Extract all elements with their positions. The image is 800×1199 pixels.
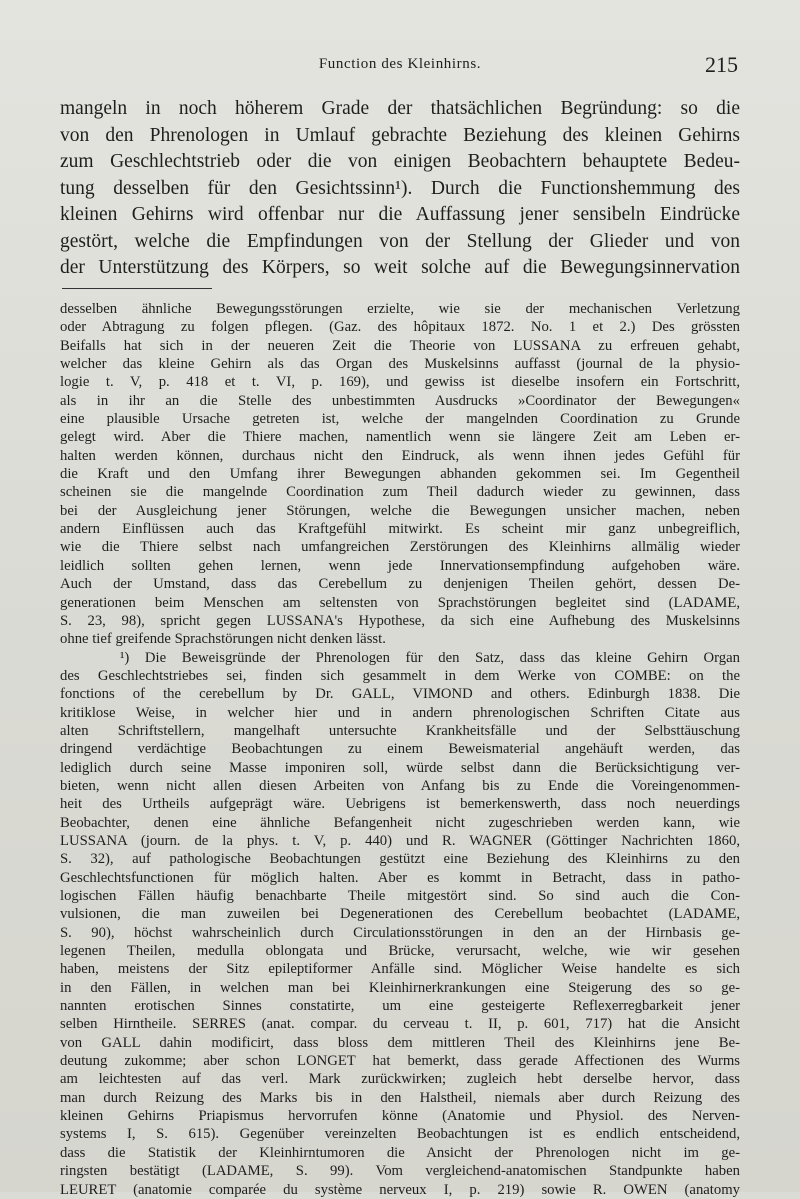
main-text-line: der Unterstützung des Körpers, so weit solche auf die Bewegungsinnervation <box>60 257 740 278</box>
footnote-line: halten werden können, durchaus nicht den Eindruck, als wenn ihnen jedes Gefühl für <box>60 447 740 464</box>
footnote-line: lediglich durch seine Masse imponiren soll, würde selbst dann die Berücksichtigung ver- <box>60 759 740 776</box>
footnote-line: systems I, S. 615). Gegenüber vereinzelten Beobachtungen ist es endlich entscheidend, <box>60 1126 740 1143</box>
footnote-line: generationen beim Menschen am seltensten von Sprachstörungen begleitet sind (LADAME, <box>60 594 740 611</box>
main-text <box>60 96 740 282</box>
footnote-line: fonctions of the cerebellum by Dr. GALL, VIMOND and others. Edinburgh 1838. Die <box>60 686 740 703</box>
footnote-line: in den Fällen, in welchen man bei Kleinhirnerkrankungen eine Steigerung des so ge- <box>60 979 740 996</box>
footnote-line: S. 32), auf pathologische Beobachtungen gestützt eine Beziehung des Kleinhirns zu den <box>60 851 740 868</box>
page-number: 215 <box>705 52 738 77</box>
main-text-line: mangeln in noch höherem Grade der thatsächlichen Begründung: so die <box>60 98 740 119</box>
footnote-line: bieten, wenn nicht allen diesen Arbeiten von Anfang bis zu Ende die Voreingenommen- <box>60 777 740 794</box>
footnote-line: logischen Fällen häufig benachbarte Theile mitgestört sind. So sind auch die Con- <box>60 888 740 904</box>
footnotes <box>60 300 740 1199</box>
footnote-line: welcher das kleine Gehirn als das Organ des Muskelsinns auffasst (journal de la physio- <box>60 356 740 373</box>
footnote-line: Beobachter, denen eine ähnliche Befangenheit nicht zugeschrieben werden kann, wie <box>60 814 740 831</box>
footnote-line: ringsten bestätigt (LADAME, S. 99). Vom vergleichend-anatomischen Standpunkte haben <box>60 1163 740 1180</box>
running-head <box>60 50 740 80</box>
footnote-line: ¹) Die Beweisgründe der Phrenologen für den Satz, dass das kleine Gehirn Organ <box>120 649 740 666</box>
footnote-line: LEURET (anatomie comparée du système nerveux I, p. 219) sowie R. OWEN (anatomy <box>60 1181 740 1198</box>
footnote-line: nannten erotischen Sinnes constatirte, um eine gesteigerte Reflexerregbarkeit jener <box>60 998 740 1015</box>
footnote-line: am leichtesten auf das verl. Mark zurückwirken; zugleich hebt derselbe hervor, dass <box>60 1071 740 1088</box>
footnote-line: Beifalls hat sich in der neueren Zeit die Theorie von LUSSANA zu erfreuen gehabt, <box>60 337 740 354</box>
main-text-line: tung desselben für den Gesichtssinn¹). Durch die Functionshemmung des <box>60 177 740 199</box>
footnote-line: andern Einflüssen auch das Kraftgefühl mitwirkt. Es scheint mir ganz unbegreiflich, <box>60 521 740 538</box>
footnote-line: eine plausible Ursache getreten ist, welche der mangelnden Coordination zu Grunde <box>60 411 740 428</box>
main-text-line: zum Geschlechtstrieb oder die von einigen Beobachtern behauptete Bedeu- <box>60 151 740 172</box>
footnote-line: wie die Thiere selbst nach umfangreichen Zerstörungen des Kleinhirns allmälig wieder <box>60 539 740 556</box>
footnote-line: vulsionen, die man zuweilen bei Degenerationen des Cerebellum beobachtet (LADAME, <box>60 906 740 923</box>
footnote-line: Geschlechtsfunctionen für möglich halten. Aber es kommt in Betracht, dass in patho- <box>60 869 740 886</box>
footnote-line: logie t. V, p. 418 et t. VI, p. 169), und gewiss ist dieselbe insofern ein Fortschritt, <box>60 374 740 391</box>
footnote-line: von GALL dahin modificirt, dass bloss dem mittleren Theil des Kleinhirns jene Be- <box>60 1034 740 1051</box>
footnote-line: kleinen Gehirns Priapismus hervorrufen könne (Anatomie und Physiol. des Nerven- <box>60 1108 740 1125</box>
footnote-line: leidlich sollten gehen lernen, wenn jede Innervationsempfindung aufgehoben wäre. <box>60 557 740 574</box>
footnote-line: kritiklose Weise, in welcher hier und in andern phrenologischen Schriften Citate aus <box>60 704 740 721</box>
footnote-line: oder Abtragung zu folgen pflegen. (Gaz. des hôpitaux 1872. No. 1 et 2.) Des grössten <box>60 319 740 336</box>
footnote-line: selben Hirntheile. SERRES (anat. compar. du cerveau t. II, p. 601, 717) hat die Ansicht <box>60 1016 740 1033</box>
footnote-line: dringend verdächtige Beobachtungen zu einem Beweismaterial angehäuft werden, das <box>60 741 740 758</box>
main-text-line: gestört, welche die Empfindungen von der Stellung der Glieder und von <box>60 230 740 252</box>
footnote-line: man durch Reizung des Marks bis in den Halstheil, niemals aber durch Reizung des <box>60 1089 740 1106</box>
footnote-line: S. 23, 98), spricht gegen LUSSANA's Hypothese, da sich eine Aufhebung des Muskelsinns <box>60 612 740 629</box>
main-text-line: von den Phrenologen in Umlauf gebrachte Beziehung des kleinen Gehirns <box>60 124 740 146</box>
footnote-line: Auch der Umstand, dass das Cerebellum zu denjenigen Theilen gehört, dessen De- <box>60 576 740 593</box>
footnote-line: haben, meistens der Sitz epileptiformer Anfälle sind. Möglicher Weise handelte es sich <box>60 961 740 978</box>
footnote-rule <box>62 288 212 289</box>
footnote-line: LUSSANA (journ. de la phys. t. V, p. 440) und R. WAGNER (Göttinger Nachrichten 1860, <box>60 832 740 849</box>
footnote-line: als in ihr an die Stelle des unbestimmten Ausdrucks »Coordinator der Bewegungen« <box>60 392 740 409</box>
footnote-line: legenen Theilen, medulla oblongata und Brücke, verursacht, welche, wie wir gesehen <box>60 943 740 960</box>
footnote-line: desselben ähnliche Bewegungsstörungen erzielte, wie sie der mechanischen Verletzung <box>60 301 740 317</box>
footnote-line: dass die Statistik der Kleinhirntumoren die Ansicht der Phrenologen nicht im ge- <box>60 1144 740 1161</box>
footnote-line: scheinen sie die mangelnde Coordination zum Theil dadurch wieder zu gewinnen, dass <box>60 484 740 501</box>
footnote-line: heit des Urtheils aufgeprägt wäre. Uebrigens ist bemerkenswerth, dass noch neuerdings <box>60 796 740 813</box>
footnote-line: bei der Ausgleichung jener Störungen, welche die Bewegungen unsicher machen, neben <box>60 502 740 519</box>
footnote-line: die Kraft und den Umfang ihrer Bewegungen abhanden gekommen sei. Im Gegentheil <box>60 466 740 483</box>
footnote-line: alten Schriftstellern, mangelhaft untersuchte Krankheitsfälle und der Selbsttäuschung <box>60 722 740 739</box>
footnote-line: deutung zukomme; aber schon LONGET hat bemerkt, dass gerade Affectionen des Wurms <box>60 1053 740 1070</box>
footnote-line: ohne tief greifende Sprachstörungen nicht denken lässt. <box>60 631 386 648</box>
footnote-line: gelegt wird. Aber die Thiere machen, namentlich wenn sie längere Zeit am Leben er- <box>60 429 740 446</box>
running-title: Function des Kleinhirns. <box>318 56 482 72</box>
footnote-line: des Geschlechtstriebes sei, finden sich gesammelt in dem Werke von COMBE: on the <box>60 667 740 684</box>
main-text-line: kleinen Gehirns wird offenbar nur die Auffassung jener sensibeln Eindrücke <box>60 204 740 225</box>
footnote-line: S. 90), höchst wahrscheinlich durch Circulationsstörungen in den an der Hirnbasis ge- <box>60 924 740 941</box>
